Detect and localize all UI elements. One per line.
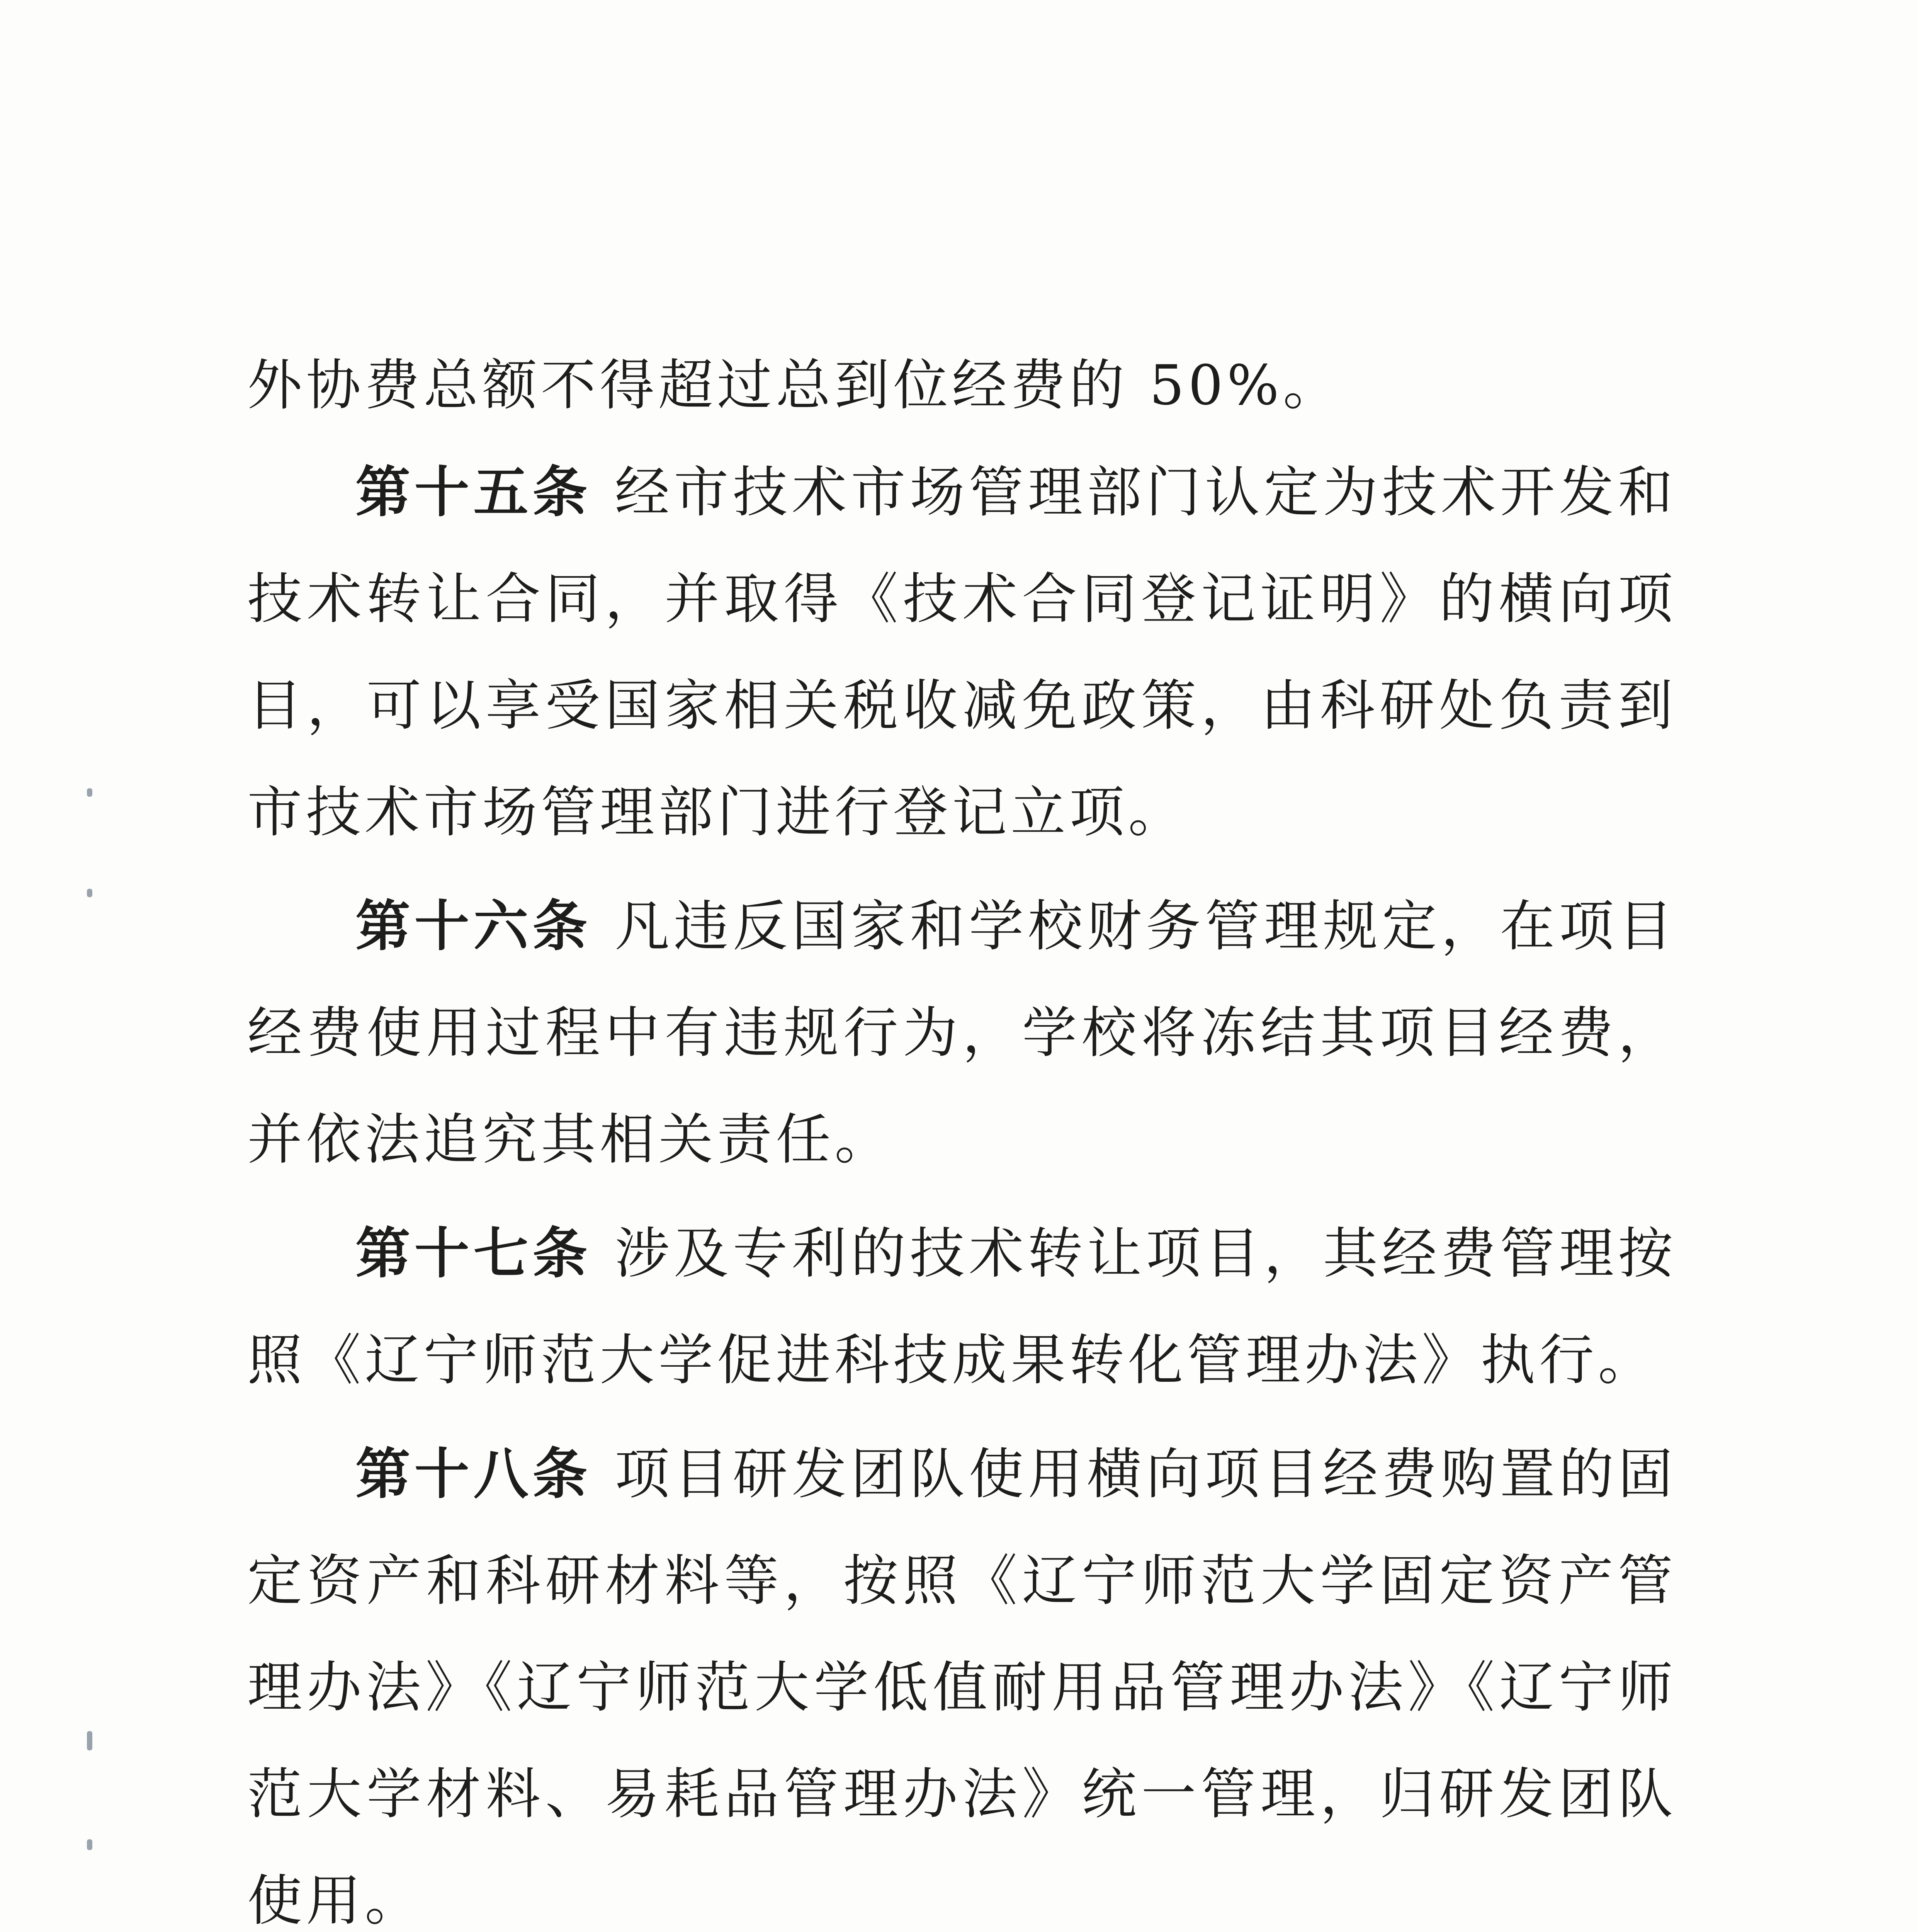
- article-18: [247, 1421, 1677, 1932]
- article-number: 第十八条: [355, 1442, 592, 1506]
- article-text: 涉及专利的技术转让项目，其经费管理按照《辽宁师范大学促进科技成果转化管理办法》执行。: [247, 1222, 1677, 1392]
- article-text: 凡违反国家和学校财务管理规定，在项目经费使用过程中有违规行为，学校将冻结其项目经费，并依法追究其相关责任。: [247, 895, 1677, 1172]
- article-number: 第十七条: [355, 1221, 592, 1286]
- scan-margin-mark: [87, 1731, 92, 1750]
- document-body: [247, 332, 1677, 1932]
- article-number: 第十六条: [355, 894, 592, 958]
- scan-margin-mark: [87, 1839, 92, 1850]
- article-15: [247, 439, 1677, 866]
- article-16: [247, 873, 1677, 1193]
- article-text: 经市技术市场管理部门认定为技术开发和技术转让合同，并取得《技术合同登记证明》的横向项目，可以享受国家相关税收减免政策，由科研处负责到市技术市场管理部门进行登记立项。: [247, 461, 1677, 844]
- scan-margin-mark: [87, 788, 92, 797]
- article-17: [247, 1200, 1677, 1414]
- article-text: 项目研发团队使用横向项目经费购置的固定资产和科研材料等，按照《辽宁师范大学固定资产管理办法》《辽宁师范大学低值耐用品管理办法》《辽宁师范大学材料、易耗品管理办法》统一管理，归研发团队使用。: [247, 1442, 1677, 1932]
- opening-line: 外协费总额不得超过总到位经费的 50%。: [247, 354, 1342, 417]
- article-number: 第十五条: [355, 460, 592, 524]
- scan-margin-mark: [87, 889, 92, 897]
